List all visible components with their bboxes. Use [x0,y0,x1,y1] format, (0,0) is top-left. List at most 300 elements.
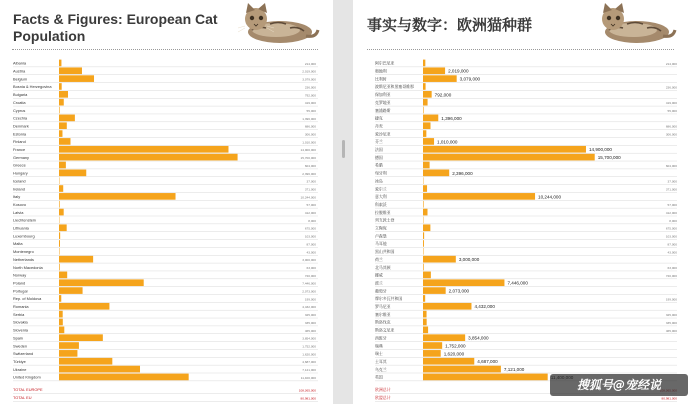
bar [423,240,424,247]
table-row [375,67,677,74]
value-label: 7,121,000 [302,368,316,373]
value-label: 1,752,000 [302,344,316,349]
table-row [13,146,318,153]
bar [423,319,427,326]
table-row [13,201,318,208]
value-label: 214,000 [304,61,316,66]
category-label: Cyprus [13,107,26,113]
bar [423,287,446,294]
value-label: 792,000 [434,92,452,98]
category-label: Portugal [13,288,28,294]
total-label: 欧盟总计 [375,395,391,401]
category-label: 荷兰 [375,256,383,262]
bar [423,138,434,145]
value-label: 103,000 [304,234,316,239]
category-label: 法国 [375,147,383,153]
bar [59,83,62,90]
value-label: 419,000 [304,101,316,106]
category-label: 奥地利 [375,68,387,74]
value-label: 604,000 [665,163,677,168]
bar [59,107,60,114]
bar-chart-chinese [353,0,690,404]
bar [59,209,64,216]
table-row [375,193,677,200]
table-row [375,185,677,192]
value-label: 3,000,000 [302,258,316,263]
category-label: Kosovo [13,201,26,207]
bar [423,295,425,302]
category-label: Spain [13,335,23,341]
category-label: 丹麦 [375,123,383,129]
category-label: Denmark [13,123,29,129]
category-label: 比利时 [375,76,387,82]
table-row [375,60,677,67]
bar [423,279,504,286]
category-label: Austria [13,68,26,74]
bar [423,303,471,310]
category-label: Slovakia [13,319,28,325]
table-row [13,366,318,373]
category-label: 英国 [375,374,383,380]
bar [59,327,64,334]
bar [423,264,424,271]
bar [423,374,548,381]
bar [59,138,70,145]
category-label: Croatia [13,99,26,105]
value-label: 4,432,000 [302,305,316,310]
table-row [375,272,677,279]
table-row [375,138,677,145]
bar-chart-english [0,0,333,404]
bar [423,224,430,231]
bar [423,60,425,67]
bar [423,193,535,200]
bar [59,256,93,263]
value-label: 792,000 [304,93,316,98]
bar [423,334,465,341]
category-label: Slovenia [13,327,28,333]
table-row [375,248,677,255]
table-row [375,170,677,177]
table-row [13,154,318,161]
category-label: 北马其顿 [375,264,391,270]
bar [423,358,474,365]
table-row [375,75,677,82]
value-label: 57,000 [306,203,316,208]
table-row [13,67,318,74]
value-label: 371,000 [304,187,316,192]
category-label: 爱尔兰 [375,186,387,192]
category-label: 希腊 [375,162,383,168]
value-label: 10,244,000 [300,195,316,200]
value-label: 7,121,000 [503,367,525,373]
table-row [13,279,318,286]
bar [423,327,428,334]
value-label: 236,000 [304,85,316,90]
category-label: Ukraine [13,366,27,372]
bar [423,272,431,279]
bar [59,358,112,365]
category-label: Sweden [13,343,28,349]
category-label: France [13,147,26,153]
table-row [13,311,318,318]
bar [59,311,63,318]
bar [59,264,60,271]
table-row [13,185,318,192]
bar [59,154,238,161]
category-label: 冰岛 [375,178,383,184]
bar [59,67,82,74]
category-label: 摩尔多瓦共和国 [375,296,403,302]
value-label: 14,900,000 [588,147,612,153]
table-row [13,327,318,334]
value-label: 57,000 [667,203,677,208]
value-label: 325,000 [304,313,316,318]
bar [59,272,67,279]
category-label: Bulgaria [13,92,28,98]
category-label: 保加利亚 [375,92,391,98]
table-row [13,334,318,341]
table-row [13,240,318,247]
english-panel [0,0,333,404]
category-label: Estonia [13,131,26,137]
bar [423,99,428,106]
category-label: North Macedonia [13,264,43,270]
value-label: 604,000 [304,163,316,168]
value-label: 335,000 [665,320,677,325]
category-label: 葡萄牙 [375,288,387,294]
category-label: Bosnia & Herzegovina [13,84,52,90]
bar [423,67,445,74]
value-label: 214,000 [665,61,677,66]
value-label: 10,244,000 [538,194,562,200]
category-label: 马耳他 [375,241,387,247]
value-label: 1,010,000 [302,140,316,145]
table-row [375,91,677,98]
bar [423,122,431,129]
table-row [13,256,318,263]
table-row [13,91,318,98]
resize-handle[interactable] [342,140,345,158]
category-label: Ireland [13,186,25,192]
category-label: United Kingdom [13,374,41,380]
value-label: 419,000 [665,101,677,106]
table-row [13,350,318,357]
category-label: 斯洛文尼亚 [375,327,395,333]
value-label: 4,432,000 [474,304,495,310]
category-label: 波兰 [375,280,383,286]
value-label: 465,000 [304,328,316,333]
value-label: 87,000 [306,242,316,247]
category-label: 匈牙利 [375,170,387,176]
total-value: 108,365,000 [298,388,316,393]
category-label: Rep. of Moldova [13,296,42,302]
category-label: Hungary [13,170,28,176]
category-label: Netherlands [13,256,34,262]
bar [423,170,449,177]
category-label: 塞浦路斯 [375,107,391,113]
table-row [375,295,677,302]
category-label: Türkiye [13,358,26,364]
bar [423,256,456,263]
bar [423,115,438,122]
table-row [13,209,318,216]
category-label: 罗马尼亚 [375,304,391,310]
value-label: 7,446,000 [507,280,528,286]
value-label: 43,000 [667,250,677,255]
table-row [13,83,318,90]
value-label: 2,396,000 [452,170,473,176]
bar [423,130,426,137]
category-label: 捷克 [375,115,383,121]
value-label: 199,000 [304,297,316,302]
bar [59,162,66,169]
table-row [375,232,677,239]
category-label: 立陶宛 [375,225,387,231]
table-row [375,311,677,318]
bar [59,60,61,67]
category-label: Germany [13,154,29,160]
category-label: 爱沙尼亚 [375,131,391,137]
bar [59,374,189,381]
bar [423,350,441,357]
value-label: 2,019,000 [448,68,469,74]
value-label: 55,000 [306,108,316,113]
category-label: Czechia [13,115,28,121]
category-label: 黑山共和国 [375,249,395,255]
table-row [375,264,677,271]
bar [423,209,428,216]
bar [423,75,457,82]
value-label: 4,687,000 [302,360,316,365]
category-label: 克罗地亚 [375,99,391,105]
value-label: 103,000 [665,234,677,239]
table-row [375,279,677,286]
table-row [375,99,677,106]
total-label: TOTAL EU [13,395,32,401]
category-label: Iceland [13,178,26,184]
value-label: 3,000,000 [458,257,480,263]
table-row [375,122,677,129]
value-label: 14,900,000 [300,148,316,153]
value-label: 720,000 [304,273,316,278]
value-label: 43,000 [306,250,316,255]
table-row [375,83,677,90]
value-label: 2,396,000 [302,171,316,176]
bar [423,162,430,169]
total-label: 欧洲总计 [375,387,391,393]
bar [423,201,424,208]
value-label: 675,000 [665,226,677,231]
total-value: 80,981,000 [300,396,316,401]
table-row [13,138,318,145]
value-label: 2,073,000 [448,288,470,294]
bar [423,154,595,161]
value-label: 1,396,000 [441,115,462,121]
bar [423,185,427,192]
value-label: 55,000 [667,108,677,113]
table-row [13,295,318,302]
value-label: 11,400,000 [300,375,316,380]
page-gap [333,0,353,404]
bar [59,170,86,177]
value-label: 306,000 [304,132,316,137]
bar [59,115,75,122]
category-label: Liechtenstein [13,217,36,223]
category-label: 瑞士 [375,351,383,357]
value-label: 63,000 [306,265,316,270]
category-label: Romania [13,304,29,310]
total-value: 80,981,000 [661,396,677,401]
category-label: Latvia [13,209,24,215]
value-label: 87,000 [667,242,677,247]
table-row [375,334,677,341]
table-row [13,303,318,310]
bar [423,342,442,349]
bar [59,146,228,153]
value-label: 236,000 [665,85,677,90]
table-row [375,217,677,224]
bar [59,303,109,310]
category-label: 德国 [375,154,383,160]
category-label: Norway [13,272,27,278]
category-label: 拉脱维亚 [375,209,391,215]
category-label: Serbia [13,311,25,317]
table-row [13,193,318,200]
category-label: Belgium [13,76,28,82]
category-label: 乌克兰 [375,366,387,372]
category-label: 瑞典 [375,343,383,349]
value-label: 1,752,000 [445,343,466,349]
table-row [375,209,677,216]
table-row [13,287,318,294]
bar [59,240,60,247]
total-row [13,395,318,401]
bar [59,122,67,129]
bar [59,350,77,357]
table-row [375,366,677,373]
bar [423,83,426,90]
table-row [13,224,318,231]
value-label: 3,079,000 [302,77,316,82]
category-label: 芬兰 [375,139,383,145]
total-label: TOTAL EUROPE [13,387,43,393]
category-label: Italy [13,194,21,200]
table-row [375,146,677,153]
table-row [375,319,677,326]
value-label: 199,000 [665,297,677,302]
bar [59,334,103,341]
category-label: 卢森堡 [375,233,387,239]
category-label: Lithuania [13,225,29,231]
bar [59,224,67,231]
bar [423,366,501,373]
category-label: 斯洛伐克 [375,319,391,325]
category-label: 土耳其 [375,358,387,364]
table-row [375,327,677,334]
category-label: 挪威 [375,272,383,278]
category-label: Greece [13,162,26,168]
value-label: 3,079,000 [459,76,481,82]
table-row [375,115,677,122]
category-label: Finland [13,139,26,145]
category-label: 意大利 [375,194,387,200]
bar [59,287,83,294]
value-label: 3,854,000 [468,335,489,341]
bar [59,279,144,286]
value-label: 1,396,000 [302,116,316,121]
value-label: 675,000 [304,226,316,231]
bar [423,311,427,318]
table-row [375,358,677,365]
value-label: 2,073,000 [302,289,316,294]
table-row [13,217,318,224]
value-label: 1,620,000 [302,352,316,357]
category-label: Albania [13,60,26,66]
value-label: 412,000 [304,211,316,216]
value-label: 720,000 [665,273,677,278]
table-row [13,107,318,114]
table-row [13,162,318,169]
bar [59,366,140,373]
value-label: 3,854,000 [302,336,316,341]
page-title-chinese: 事实与数字：欧洲猫种群 [367,16,533,34]
table-row [13,342,318,349]
bar [423,232,424,239]
value-label: 15,700,000 [597,155,621,161]
table-row [375,107,677,114]
table-row [375,154,677,161]
value-label: 1,620,000 [443,351,465,357]
table-row [375,350,677,357]
bar [59,319,63,326]
table-row [13,170,318,177]
value-label: 8,000 [308,218,316,223]
table-row [375,240,677,247]
bar [59,75,94,82]
table-row [13,264,318,271]
table-row [13,248,318,255]
category-label: 列支敦士登 [375,217,395,223]
value-label: 686,000 [304,124,316,129]
category-label: 阿尔巴尼亚 [375,60,395,66]
table-row [375,303,677,310]
bar [59,232,60,239]
table-row [375,287,677,294]
watermark: 搜狐号@宠经说 [550,374,688,396]
category-label: Montenegro [13,249,34,255]
category-label: Malta [13,241,23,247]
table-row [13,115,318,122]
value-label: 335,000 [304,320,316,325]
table-row [375,224,677,231]
value-label: 7,446,000 [302,281,316,286]
bar [59,91,68,98]
table-row [13,358,318,365]
bar [59,342,79,349]
table-row [13,177,318,184]
value-label: 325,000 [665,313,677,318]
category-label: 西班牙 [375,335,387,341]
value-label: 686,000 [665,124,677,129]
value-label: 8,000 [669,218,677,223]
bar [423,107,424,114]
value-label: 412,000 [665,211,677,216]
bar [59,295,61,302]
value-label: 2,019,000 [302,69,316,74]
bar [423,146,586,153]
category-label: Poland [13,280,26,286]
